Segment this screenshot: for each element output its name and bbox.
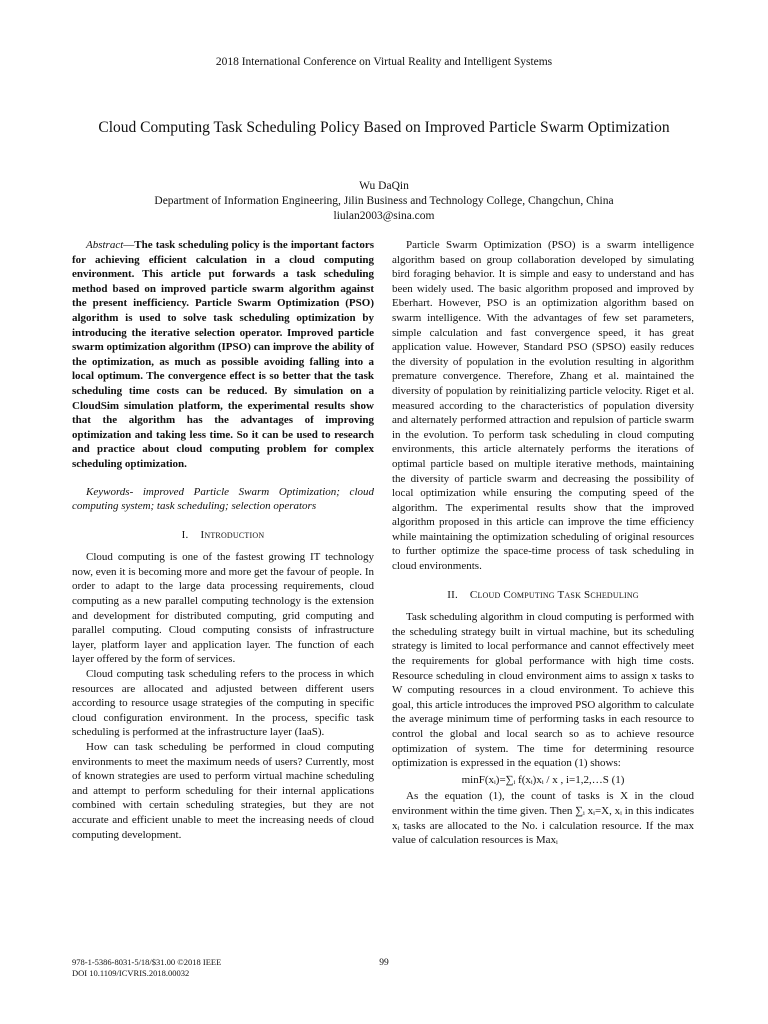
section-title: Introduction <box>200 528 265 541</box>
left-column <box>72 238 374 842</box>
right-column <box>392 238 694 848</box>
abstract-label: Abstract <box>86 239 124 251</box>
intro-paragraph-2: Cloud computing task scheduling refers to the process in which resources are allocated and adjusted between different users according to resource usage strategies of the computing in specific cloud configuration environment. In the process, specific task scheduling is performed at the infrastructure layer (IaaS). <box>72 668 374 739</box>
abstract <box>72 238 374 472</box>
section-title: Cloud Computing Task Scheduling <box>469 588 639 601</box>
author-email[interactable]: liulan2003@sina.com <box>333 210 435 222</box>
author-affiliation: Department of Information Engineering, Jilin Business and Technology College, Changchun, China <box>154 195 614 207</box>
author-name: Wu DaQin <box>359 180 409 192</box>
copyright-footer <box>72 957 221 979</box>
scheduling-paragraph-1: Task scheduling algorithm in cloud computing is performed with the scheduling strategy built in virtual machine, but its scheduling strategy is limited to local performance and cannot effectively meet the requirements for global performance with high time costs. Resource scheduling in cloud environment aims to assign x tasks to W computing resources in a cloud environment. To achieve this goal, this article introduces the improved PSO algorithm to calculate the average minimum time of performing tasks in each resource to control the global and local search so as to achieve resource optimization of system. The time for determining resource optimization is expressed in the equation (1) shows: <box>392 611 694 770</box>
pso-paragraph: Particle Swarm Optimization (PSO) is a swarm intelligence algorithm based on group collaboration developed by simulating bird foraging behavior. It is simple and easy to understand and has been widely used. The basic algorithm proposed and improved by Eberhart. However, PSO is an optimization algorithm based on swarm intelligence. With the advantages of few set parameters, simple calculation and fast convergence speed, it has great application value. However, Standard PSO (SPSO) easily reduces the diversity of population in the evolution resulting in algorithm premature convergence. Therefore, Zhang et al. maintained the diversity of population by reinitializing particle velocity. Riget et al. measured according to the characteristics of population diversity and alternately performed attraction and repulsion of particle swarm in the evolution. To perform task scheduling in cloud computing environments, this article alternately performs the iterations of optimal particle based on multiple iterative methods, maintaining the diversity of particle swarm and decreasing the possibility of local optimization while ensuring the computing speed of the algorithm. The experimental results show that the improved algorithm proposed in this article can improve the time efficiency while maintaining the optimization scheduling of original resources to further optimize the space-time process of task scheduling in cloud environments. <box>392 239 694 573</box>
isbn-line: 978-1-5386-8031-5/18/$31.00 ©2018 IEEE <box>72 957 222 967</box>
abstract-dash: — <box>123 239 135 251</box>
paper-title: Cloud Computing Task Scheduling Policy Based on Improved Particle Swarm Optimization <box>98 119 670 136</box>
keywords: Keywords- improved Particle Swarm Optimization; cloud computing system; task scheduling; selection operators <box>72 485 374 513</box>
doi-line: DOI 10.1109/ICVRIS.2018.00032 <box>72 968 190 978</box>
section-number: II. <box>447 588 458 601</box>
abstract-text: The task scheduling policy is the important factors for achieving efficient calculation in a cloud computing environment. This article put forwards a task scheduling method based on improved particle swarm algorithm against the present inefficiency. Particle Swarm Optimization (PSO) algorithm is used to solve task scheduling optimization by introducing the iterative selection operator. Improved particle swarm optimization algorithm (IPSO) can improve the ability of the optimization, as much as possible avoiding falling into a local optimum. The convergence effect is so better that the task scheduling time costs can be reduced. By simulation on a CloudSim simulation platform, the experimental results show that the algorithm has the advantages of improving optimization and taking less time. So it can be used to research and practice about cloud computing problem for complex scheduling optimization. <box>72 239 374 470</box>
conference-header: 2018 International Conference on Virtual Reality and Intelligent Systems <box>215 56 553 68</box>
equation-1: minF(xᵢ)=∑ᵢ f(xᵢ)xᵢ / x , i=1,2,…S (1) <box>461 773 625 786</box>
scheduling-paragraph-2: As the equation (1), the count of tasks is X in the cloud environment within the time given. Then ∑ᵢ xᵢ=X, xᵢ in this indicates xᵢ tasks are allocated to the No. i calculation resource. If the max value of calculation resources is Maxᵢ <box>392 790 694 847</box>
section-heading-task-scheduling <box>392 588 694 603</box>
section-heading-introduction <box>72 528 374 543</box>
intro-paragraph-3: How can task scheduling be performed in cloud computing environments to meet the maximum needs of users? Currently, most of known strategies are used to perform virtual machine scheduling and attempt to perform scheduling for their internal applications combined with certain scheduling strategies, but they are not accurate and efficient unable to meet the increasing needs of cloud computing development. <box>72 741 374 841</box>
section-number: I. <box>181 528 189 541</box>
author-block <box>0 179 768 224</box>
intro-paragraph-1: Cloud computing is one of the fastest growing IT technology now, even it is becoming more and more get the favour of people. In order to adapt to the large data processing requirements, cloud computing as a new parallel computing technology is the extension and development for distributed computing, grid computing and parallel computing. Cloud computing consists of infrastructure layer, platform layer and application layer. The function of each layer offered by the form of services. <box>72 551 374 666</box>
page-number: 99 <box>379 958 389 968</box>
